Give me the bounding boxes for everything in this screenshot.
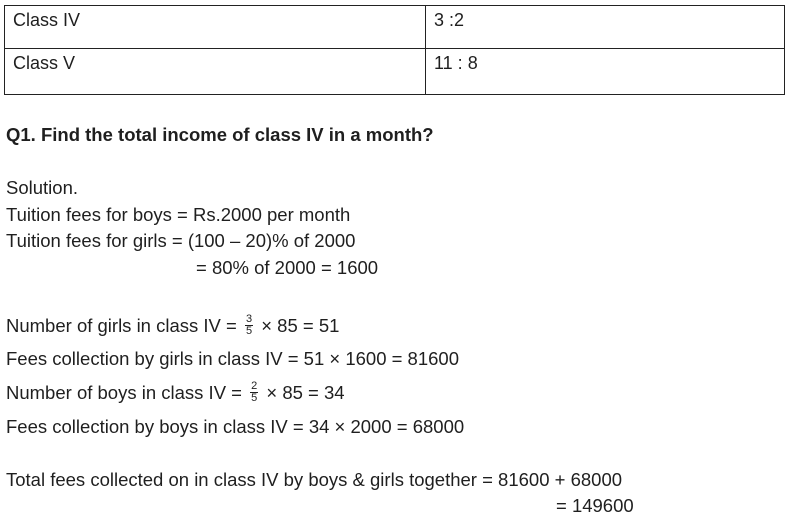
girls-count-prefix: Number of girls in class IV = — [6, 315, 237, 336]
ratio-cell: 3 :2 — [426, 6, 785, 49]
girls-fraction — [245, 314, 253, 337]
boys-count-prefix: Number of boys in class IV = — [6, 382, 242, 403]
boys-fraction — [250, 381, 258, 404]
boys-count-suffix: × 85 = 34 — [266, 382, 345, 403]
question-heading: Q1. Find the total income of class IV in a month? — [6, 124, 434, 145]
boys-fees-line: Fees collection by boys in class IV = 34 × 2000 = 68000 — [6, 416, 465, 437]
girls-fee-line: Tuition fees for girls = (100 – 20)% of 2000 — [6, 230, 356, 251]
girls-count-suffix: × 85 = 51 — [261, 315, 340, 336]
solution-label: Solution. — [6, 177, 78, 198]
table-row — [5, 49, 785, 95]
fraction-denominator: 5 — [245, 324, 253, 337]
fraction-denominator: 5 — [251, 391, 258, 404]
ratio-table — [4, 5, 785, 95]
class-cell: Class IV — [5, 6, 426, 49]
table-row — [5, 6, 785, 49]
fraction-numerator: 3 — [245, 312, 253, 325]
girls-count-line — [6, 312, 340, 339]
girls-fees-line: Fees collection by girls in class IV = 51 × 1600 = 81600 — [6, 348, 460, 369]
boys-count-line — [6, 379, 345, 406]
total-result: = 149600 — [556, 495, 634, 516]
class-cell: Class V — [5, 49, 426, 95]
fraction-numerator: 2 — [251, 379, 258, 392]
total-line: Total fees collected on in class IV by boys & girls together = 81600 + 68000 — [6, 469, 623, 490]
girls-fee-result: = 80% of 2000 = 1600 — [196, 257, 379, 278]
ratio-cell: 11 : 8 — [426, 49, 785, 95]
boys-fee-line: Tuition fees for boys = Rs.2000 per month — [6, 204, 351, 225]
